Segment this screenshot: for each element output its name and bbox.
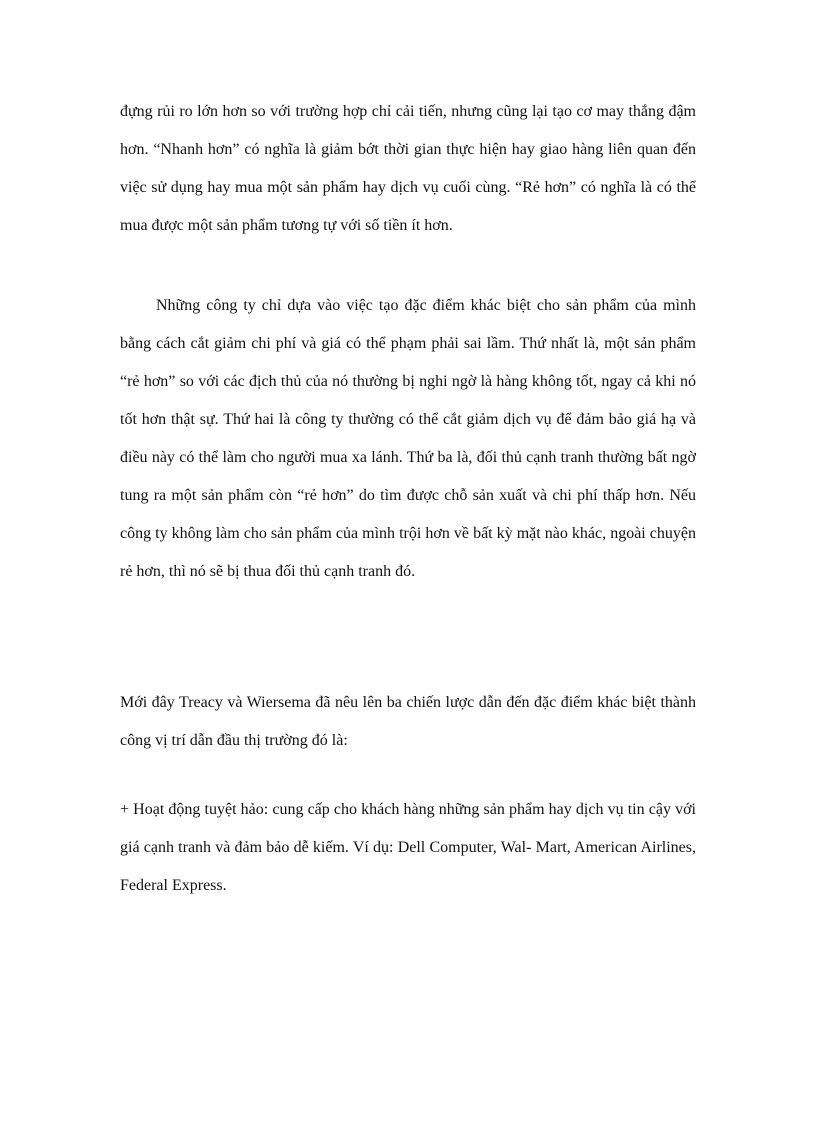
paragraph-2-block <box>120 287 696 591</box>
paragraph-1-block <box>120 93 696 245</box>
paragraph-4: + Hoạt động tuyệt hảo: cung cấp cho khách hàng những sản phẩm hay dịch vụ tin cậy với giá cạnh tranh và đảm bảo dễ kiếm. Ví dụ: Dell Computer, Wal- Mart, American Airlines, Federal Express. <box>120 801 696 894</box>
paragraph-3-block <box>120 684 696 760</box>
paragraph-3: Mới đây Treacy và Wiersema đã nêu lên ba chiến lược dẫn đến đặc điểm khác biệt thành công vị trí dẫn đầu thị trường đó là: <box>120 694 696 749</box>
paragraph-4-block <box>120 791 696 905</box>
paragraph-1: đựng rủi ro lớn hơn so với trường hợp chỉ cải tiến, nhưng cũng lại tạo cơ may thắng đậm hơn. “Nhanh hơn” có nghĩa là giảm bớt thời gian thực hiện hay giao hàng liên quan đến việc sử dụng hay mua một sản phẩm hay dịch vụ cuối cùng. “Rẻ hơn” có nghĩa là có thể mua được một sản phẩm tương tự với số tiền ít hơn. <box>120 103 696 234</box>
paragraph-2: Những công ty chỉ dựa vào việc tạo đặc điểm khác biệt cho sản phẩm của mình bằng cách cắt giảm chi phí và giá có thể phạm phải sai lầm. Thứ nhất là, một sản phẩm “rẻ hơn” so với các địch thủ của nó thường bị nghi ngờ là hàng không tốt, ngay cả khi nó tốt hơn thật sự. Thứ hai là công ty thường có thể cắt giảm dịch vụ để đảm bảo giá hạ và điều này có thể làm cho người mua xa lánh. Thứ ba là, đối thủ cạnh tranh thường bất ngờ tung ra một sản phẩm còn “rẻ hơn” do tìm được chỗ sản xuất và chi phí thấp hơn. Nếu công ty không làm cho sản phẩm của mình trội hơn về bất kỳ mặt nào khác, ngoài chuyện rẻ hơn, thì nó sẽ bị thua đối thủ cạnh tranh đó. <box>120 297 696 580</box>
